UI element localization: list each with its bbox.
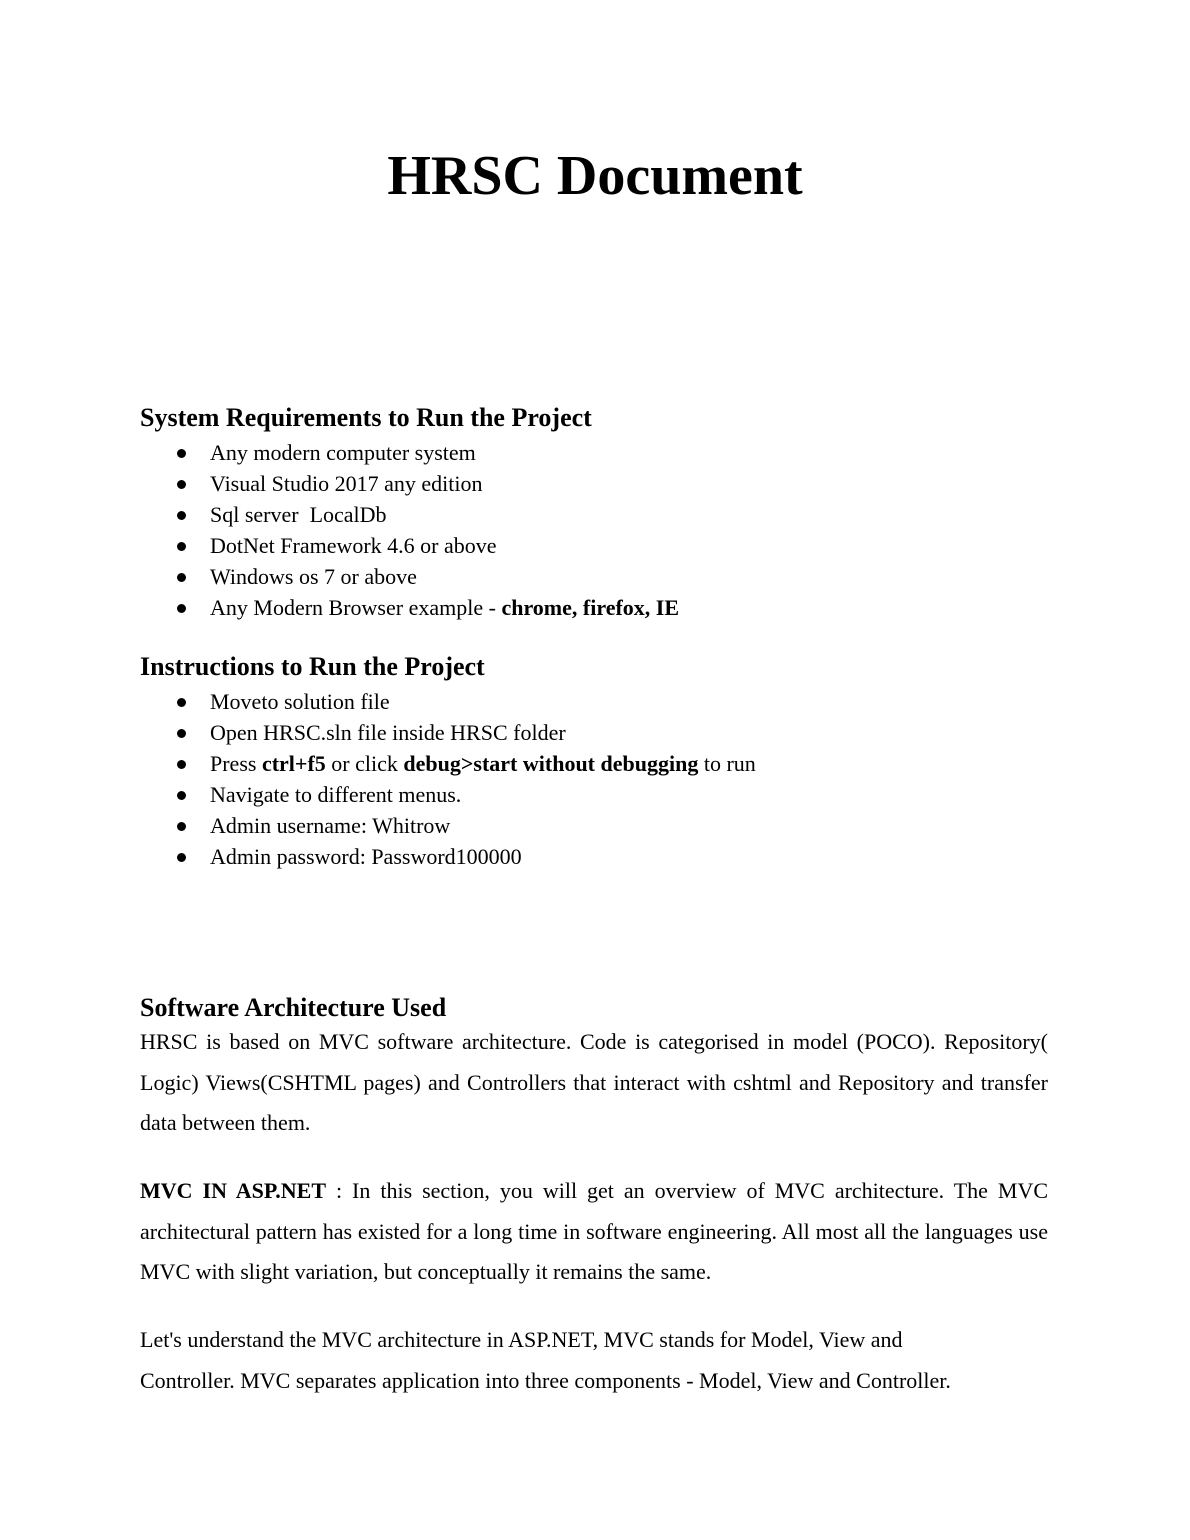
system-requirements-heading: System Requirements to Run the Project	[140, 403, 592, 432]
list-item-text: Windows os 7 or above	[210, 564, 417, 589]
list-item-text: Moveto solution file	[210, 689, 390, 714]
list-item	[140, 841, 756, 872]
list-item	[140, 748, 756, 779]
instructions-list	[140, 686, 756, 872]
list-item-text: DotNet Framework 4.6 or above	[210, 533, 497, 558]
mvc-components-line-2: Controller. MVC separates application into three components - Model, View and Controller.	[140, 1367, 951, 1393]
list-item	[140, 717, 756, 748]
bullet-icon	[177, 480, 186, 489]
list-item-text: Visual Studio 2017 any edition	[210, 471, 483, 496]
menu-path: debug>start without debugging	[403, 751, 699, 776]
list-item-text: Any modern computer system	[210, 440, 476, 465]
bullet-icon	[177, 822, 186, 831]
mvc-components-paragraph	[140, 1320, 1048, 1401]
list-item	[140, 810, 756, 841]
list-item-text: Open HRSC.sln file inside HRSC folder	[210, 720, 566, 745]
list-item	[140, 686, 756, 717]
architecture-heading: Software Architecture Used	[140, 993, 447, 1022]
bullet-icon	[177, 511, 186, 520]
list-item	[140, 468, 679, 499]
list-item-text: Sql server LocalDb	[210, 502, 387, 527]
list-item-text: Press	[210, 751, 262, 776]
list-item-text: to run	[698, 751, 756, 776]
bullet-icon	[177, 542, 186, 551]
list-item	[140, 437, 679, 468]
bullet-icon	[177, 573, 186, 582]
mvc-components-line-1: Let's understand the MVC architecture in ASP.NET, MVC stands for Model, View and	[140, 1327, 903, 1352]
browser-names: chrome, firefox, IE	[501, 595, 680, 620]
architecture-paragraph: HRSC is based on MVC software architecture. Code is categorised in model (POCO). Repository( Logic) Views(CSHTML pages) and Controllers that interact with cshtml and Repository and transfer data between them.	[140, 1029, 1048, 1135]
instructions-heading: Instructions to Run the Project	[140, 652, 485, 681]
list-item-text: Admin password: Password100000	[210, 844, 522, 869]
list-item	[140, 530, 679, 561]
bullet-icon	[177, 449, 186, 458]
bullet-icon	[177, 729, 186, 738]
list-item-text: Any Modern Browser example -	[210, 595, 502, 620]
mvc-aspnet-label: MVC IN ASP.NET	[140, 1178, 326, 1203]
bullet-icon	[177, 604, 186, 613]
list-item-text: or click	[325, 751, 404, 776]
list-item	[140, 779, 756, 810]
list-item	[140, 592, 679, 623]
mvc-aspnet-paragraph	[140, 1171, 1048, 1293]
bullet-icon	[177, 698, 186, 707]
bullet-icon	[177, 760, 186, 769]
bullet-icon	[177, 853, 186, 862]
mvc-aspnet-text: : In this section, you will get an overview of MVC architecture. The MVC architectural pattern has existed for a long time in software engineering. All most all the languages use MVC with slight variation, but conceptually it remains the same.	[140, 1178, 1049, 1284]
list-item-text: Navigate to different menus.	[210, 782, 462, 807]
document-title: HRSC Document	[387, 145, 803, 207]
list-item-text: Admin username: Whitrow	[210, 813, 451, 838]
bullet-icon	[177, 791, 186, 800]
system-requirements-list	[140, 437, 679, 623]
list-item	[140, 499, 679, 530]
list-item	[140, 561, 679, 592]
shortcut-key: ctrl+f5	[261, 751, 326, 776]
